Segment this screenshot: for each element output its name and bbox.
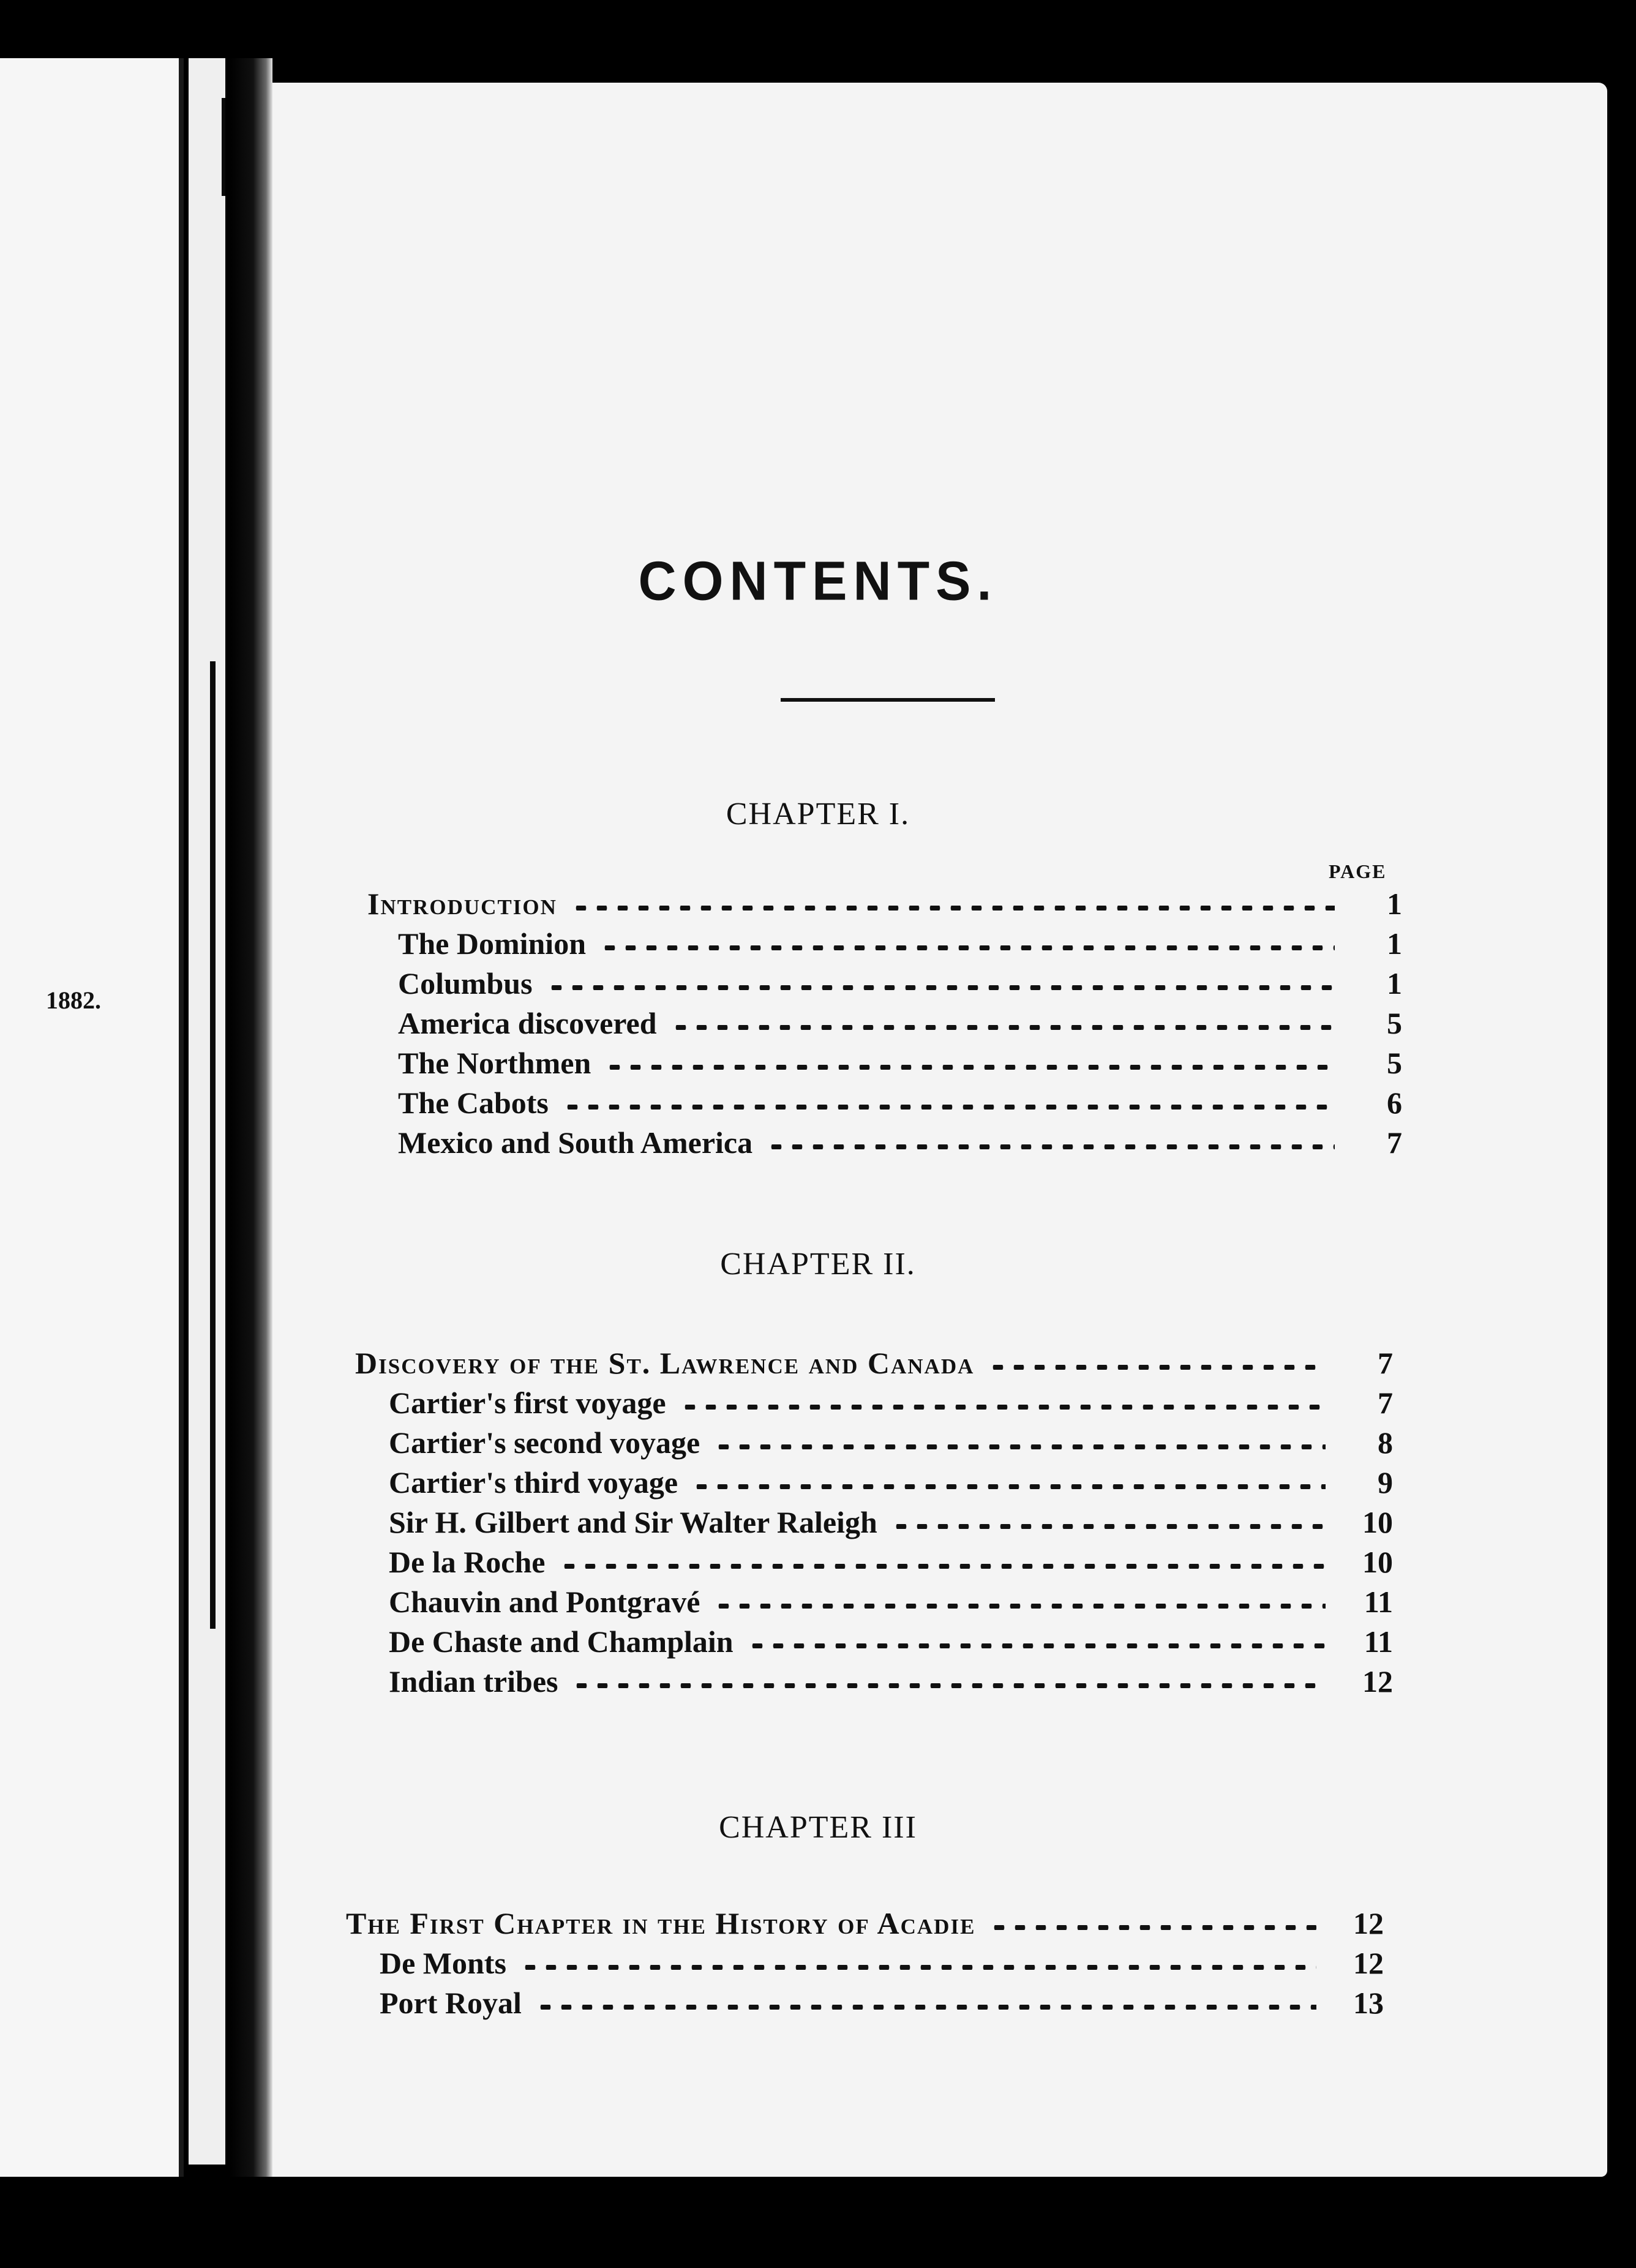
dot-leader	[562, 1105, 1335, 1110]
subsection-title: Columbus	[398, 966, 533, 1001]
toc-entry	[346, 1904, 1384, 1942]
left-page-edge	[179, 58, 184, 2177]
page-column-label: PAGE	[1329, 860, 1387, 882]
page-number: 1	[1387, 926, 1402, 961]
page-number: 8	[1378, 1425, 1393, 1460]
dot-leader	[546, 985, 1335, 990]
subsection-title: Indian tribes	[389, 1664, 558, 1699]
dot-leader	[766, 1144, 1335, 1149]
dot-leader	[670, 1025, 1335, 1030]
toc-entry	[389, 1543, 1393, 1581]
section-title: Discovery of the St. Lawrence and Canada	[355, 1346, 975, 1380]
toc-entry	[398, 1004, 1402, 1042]
gutter-strip	[189, 58, 225, 2165]
page-number: 12	[1353, 1946, 1384, 1980]
toc-entry	[389, 1583, 1393, 1621]
dot-leader	[988, 1365, 1326, 1370]
page-number: 7	[1378, 1386, 1393, 1420]
chapter-heading: CHAPTER I.	[726, 797, 910, 832]
dot-leader	[571, 906, 1335, 911]
toc-entry	[398, 925, 1402, 963]
dot-leader	[989, 1925, 1316, 1930]
toc-entry	[389, 1662, 1393, 1700]
section-title: The First Chapter in the History of Acadie	[346, 1906, 976, 1940]
subsection-title: The Northmen	[398, 1046, 591, 1080]
page-number: 12	[1353, 1906, 1384, 1940]
spine-shadow	[230, 58, 272, 2177]
dot-leader	[604, 1065, 1335, 1070]
subsection-title: De Monts	[380, 1946, 506, 1980]
toc-entry	[355, 1344, 1393, 1382]
toc-entry	[380, 1984, 1384, 2022]
subsection-title: Port Royal	[380, 1986, 522, 2020]
toc-entry	[389, 1623, 1393, 1661]
chapter-heading: CHAPTER II.	[720, 1247, 916, 1282]
subsection-title: The Dominion	[398, 926, 587, 961]
dot-leader	[747, 1643, 1326, 1648]
subsection-title: Cartier's third voyage	[389, 1465, 678, 1500]
dot-leader	[891, 1524, 1326, 1529]
subsection-title: Sir H. Gilbert and Sir Walter Raleigh	[389, 1505, 877, 1539]
subsection-title: De la Roche	[389, 1545, 546, 1579]
section-title: Introduction	[367, 887, 557, 921]
toc-entry	[389, 1503, 1393, 1541]
toc-entry	[389, 1384, 1393, 1422]
toc-entry	[398, 1044, 1402, 1082]
dot-leader	[691, 1484, 1326, 1489]
subsection-title: America discovered	[398, 1006, 657, 1040]
dot-leader	[680, 1405, 1326, 1410]
page-number: 11	[1364, 1624, 1393, 1659]
dot-leader	[599, 945, 1335, 950]
dot-leader	[571, 1683, 1326, 1688]
title-rule	[781, 698, 995, 702]
left-page-year: 1882.	[46, 986, 101, 1014]
subsection-title: Mexico and South America	[398, 1125, 753, 1160]
chapter-heading: CHAPTER III	[719, 1810, 917, 1845]
subsection-title: Chauvin and Pontgravé	[389, 1585, 700, 1619]
page-number: 13	[1353, 1986, 1384, 2020]
dot-leader	[535, 2005, 1316, 2010]
toc-entry	[398, 1124, 1402, 1162]
toc-entry	[389, 1463, 1393, 1501]
toc-entry	[367, 885, 1402, 923]
subsection-title: Cartier's second voyage	[389, 1425, 700, 1460]
toc-entry	[398, 1084, 1402, 1122]
dot-leader	[713, 1604, 1326, 1609]
dot-leader	[520, 1965, 1316, 1970]
subsection-title: The Cabots	[398, 1086, 549, 1120]
subsection-title: Cartier's first voyage	[389, 1386, 666, 1420]
page-number: 10	[1362, 1545, 1393, 1579]
page-number: 10	[1362, 1505, 1393, 1539]
page-number: 6	[1387, 1086, 1402, 1120]
toc-entry	[389, 1424, 1393, 1462]
page-number: 1	[1387, 966, 1402, 1001]
page-title: CONTENTS.	[638, 550, 998, 612]
left-page	[0, 58, 184, 2177]
subsection-title: De Chaste and Champlain	[389, 1624, 734, 1659]
toc-entry	[398, 964, 1402, 1002]
page-number: 5	[1387, 1006, 1402, 1040]
page-number: 11	[1364, 1585, 1393, 1619]
page-number: 7	[1387, 1125, 1402, 1160]
dot-leader	[559, 1564, 1326, 1569]
page-number: 7	[1378, 1346, 1393, 1380]
page-number: 9	[1378, 1465, 1393, 1500]
page-number: 1	[1387, 887, 1402, 921]
page-number: 12	[1362, 1664, 1393, 1699]
toc-entry	[380, 1944, 1384, 1982]
gutter-mark-top	[222, 98, 225, 196]
page-number: 5	[1387, 1046, 1402, 1080]
dot-leader	[713, 1444, 1326, 1449]
